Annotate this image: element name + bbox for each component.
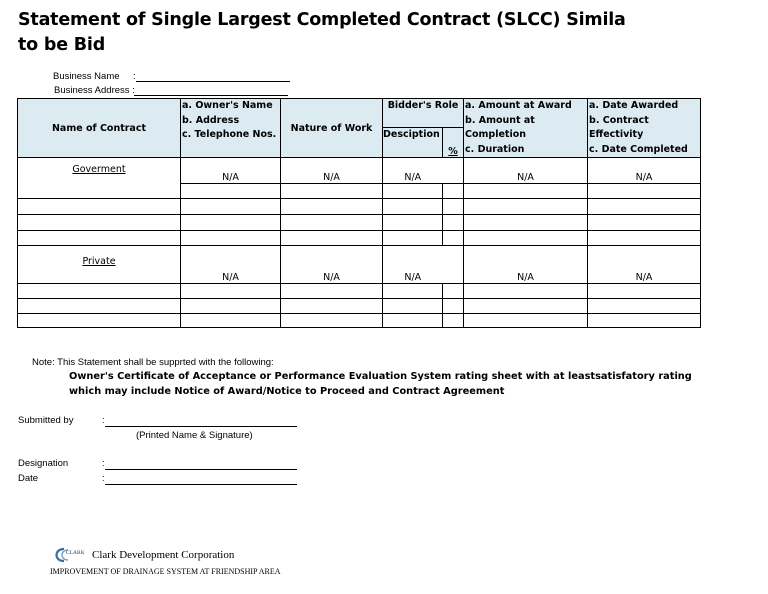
business-name-field[interactable] bbox=[136, 72, 290, 82]
empty-cell bbox=[181, 314, 281, 328]
table-row bbox=[18, 299, 701, 314]
table-row bbox=[18, 231, 701, 246]
header-owner-b: b. Address bbox=[182, 114, 240, 126]
empty-cell bbox=[383, 215, 443, 231]
empty-cell bbox=[588, 199, 701, 215]
government-section-label bbox=[18, 158, 181, 199]
na-cell: N/A bbox=[588, 246, 701, 284]
empty-cell bbox=[281, 199, 383, 215]
printed-name-caption: (Printed Name & Signature) bbox=[136, 430, 253, 441]
note-line-2: which may include Notice of Award/Notice to Proceed and Contract Agreement bbox=[69, 386, 505, 397]
date-colon: : bbox=[102, 473, 105, 484]
header-amount-c: c. Duration bbox=[465, 143, 525, 155]
submitted-by-field[interactable] bbox=[105, 416, 297, 427]
empty-cell bbox=[443, 199, 464, 215]
empty-cell bbox=[181, 215, 281, 231]
document-title bbox=[18, 8, 626, 58]
footer-logo bbox=[50, 546, 281, 576]
empty-cell bbox=[181, 231, 281, 246]
empty-cell bbox=[443, 215, 464, 231]
submitted-by-colon: : bbox=[102, 415, 105, 426]
empty-cell bbox=[383, 231, 443, 246]
header-amount-a: a. Amount at Award bbox=[465, 100, 572, 111]
logo-org-name: Clark Development Corporation bbox=[92, 549, 235, 561]
header-bidders-role: Bidder's Role bbox=[383, 99, 464, 128]
empty-cell bbox=[588, 299, 701, 314]
private-label-text: Private bbox=[82, 256, 116, 267]
header-amount-b: b. Amount at Completion bbox=[465, 114, 535, 140]
empty-cell bbox=[383, 184, 443, 199]
na-cell: N/A bbox=[383, 246, 443, 284]
empty-cell bbox=[181, 199, 281, 215]
business-name-colon: : bbox=[133, 71, 136, 82]
empty-cell bbox=[588, 215, 701, 231]
table-row bbox=[18, 284, 701, 299]
title-line-2: to be Bid bbox=[18, 35, 106, 55]
na-cell: N/A bbox=[281, 158, 383, 184]
logo-row bbox=[50, 546, 281, 564]
date-label: Date bbox=[18, 473, 39, 484]
empty-cell bbox=[464, 199, 588, 215]
empty-cell bbox=[383, 199, 443, 215]
table-row bbox=[18, 246, 701, 284]
empty-cell bbox=[281, 184, 383, 199]
slcc-table bbox=[17, 98, 701, 328]
empty-cell bbox=[18, 299, 181, 314]
empty-cell bbox=[281, 284, 383, 299]
table-row bbox=[18, 158, 701, 184]
header-role-percent: % bbox=[443, 127, 464, 157]
empty-cell bbox=[18, 284, 181, 299]
na-cell: N/A bbox=[464, 246, 588, 284]
empty-cell bbox=[181, 284, 281, 299]
empty-cell bbox=[18, 314, 181, 328]
date-field[interactable] bbox=[105, 474, 297, 485]
logo-project-name: IMPROVEMENT OF DRAINAGE SYSTEM AT FRIENDSHIP AREA bbox=[50, 567, 281, 576]
empty-cell bbox=[443, 184, 464, 199]
empty-cell bbox=[443, 231, 464, 246]
designation-label: Designation bbox=[18, 458, 69, 469]
business-address-field[interactable] bbox=[134, 86, 288, 96]
empty-cell bbox=[383, 284, 443, 299]
na-cell: N/A bbox=[464, 158, 588, 184]
header-name-of-contract: Name of Contract bbox=[18, 99, 181, 158]
clark-logo-icon bbox=[50, 546, 90, 564]
empty-cell bbox=[18, 215, 181, 231]
empty-cell bbox=[588, 314, 701, 328]
empty-cell bbox=[383, 314, 443, 328]
government-label-text: Goverment bbox=[72, 164, 126, 175]
empty-cell bbox=[443, 299, 464, 314]
empty-cell bbox=[181, 299, 281, 314]
header-owner bbox=[181, 99, 281, 158]
logo-mark-text: CLARK bbox=[66, 550, 85, 556]
header-role-description: Desciption bbox=[383, 127, 443, 157]
empty-cell bbox=[383, 299, 443, 314]
na-cell: N/A bbox=[181, 158, 281, 184]
header-amount bbox=[464, 99, 588, 158]
na-cell: N/A bbox=[281, 246, 383, 284]
empty-cell bbox=[588, 231, 701, 246]
table-header-row bbox=[18, 99, 701, 128]
header-dates-c: c. Date Completed bbox=[589, 143, 688, 155]
empty-cell bbox=[443, 284, 464, 299]
na-cell: N/A bbox=[181, 246, 281, 284]
submitted-by-label: Submitted by bbox=[18, 415, 74, 426]
empty-cell bbox=[464, 284, 588, 299]
business-name-label: Business Name bbox=[53, 71, 120, 82]
empty-cell bbox=[464, 231, 588, 246]
empty-cell bbox=[181, 184, 281, 199]
header-nature-of-work: Nature of Work bbox=[281, 99, 383, 158]
empty-cell bbox=[588, 184, 701, 199]
header-owner-c: c. Telephone Nos. bbox=[182, 129, 277, 140]
empty-cell bbox=[588, 284, 701, 299]
empty-cell bbox=[281, 299, 383, 314]
empty-cell bbox=[464, 314, 588, 328]
empty-cell bbox=[443, 158, 464, 184]
designation-field[interactable] bbox=[105, 459, 297, 470]
empty-cell bbox=[443, 246, 464, 284]
table-row bbox=[18, 314, 701, 328]
table-row bbox=[18, 215, 701, 231]
empty-cell bbox=[464, 184, 588, 199]
empty-cell bbox=[18, 231, 181, 246]
empty-cell bbox=[443, 314, 464, 328]
empty-cell bbox=[464, 299, 588, 314]
private-section-label bbox=[18, 246, 181, 284]
empty-cell bbox=[281, 231, 383, 246]
na-cell: N/A bbox=[383, 158, 443, 184]
header-dates bbox=[588, 99, 701, 158]
designation-colon: : bbox=[102, 458, 105, 469]
empty-cell bbox=[18, 199, 181, 215]
empty-cell bbox=[464, 215, 588, 231]
header-dates-b: b. Contract Effectivity bbox=[589, 114, 649, 140]
title-line-1: Statement of Single Largest Completed Contract (SLCC) Simila bbox=[18, 10, 626, 30]
table-row bbox=[18, 199, 701, 215]
note-label: Note: This Statement shall be supprted with the following: bbox=[32, 357, 274, 368]
na-cell: N/A bbox=[588, 158, 701, 184]
note-line-1: Owner's Certificate of Acceptance or Performance Evaluation System rating sheet with at leastsatisfatory rating bbox=[69, 371, 692, 382]
header-dates-a: a. Date Awarded bbox=[589, 100, 679, 111]
note-body bbox=[69, 369, 692, 399]
header-owner-a: a. Owner's Name bbox=[182, 100, 273, 111]
business-address-label: Business Address : bbox=[54, 85, 135, 96]
empty-cell bbox=[281, 215, 383, 231]
empty-cell bbox=[281, 314, 383, 328]
